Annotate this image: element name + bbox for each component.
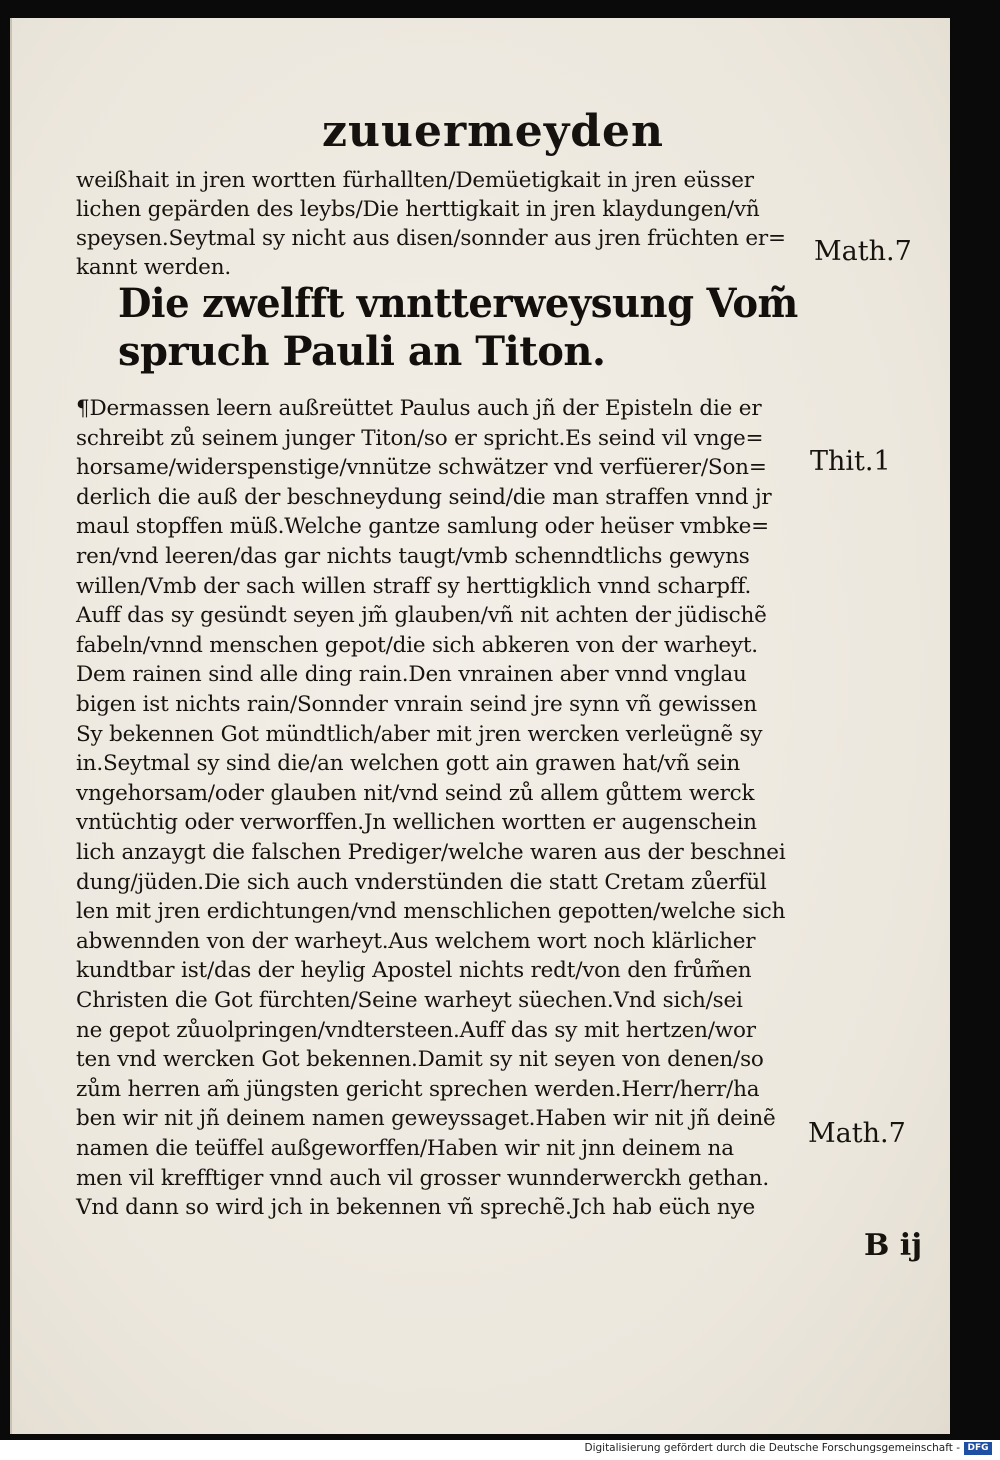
text-line: bigen ist nichts rain/Sonnder vnrain seind jre synn vñ gewissen bbox=[76, 692, 757, 717]
text-line: zům herren am̃ jüngsten gericht sprechen werden.Herr/herr/ha bbox=[76, 1076, 760, 1102]
text-line: lichen gepärden des leybs/Die herttigkait in jren klaydungen/vñ bbox=[76, 197, 760, 222]
text-line: len mit jren erdichtungen/vnd menschlichen gepotten/welche sich bbox=[76, 899, 786, 925]
text-line: derlich die auß der beschneydung seind/die man straffen vnnd jr bbox=[76, 484, 772, 510]
funding-credit: Digitalisierung gefördert durch die Deutsche Forschungsgemeinschaft - bbox=[584, 1442, 960, 1454]
margin-note-math-2: Math.7 bbox=[808, 1118, 906, 1149]
text-line: ren/vnd leeren/das gar nichts taugt/vmb schenndtlichs gewyns bbox=[76, 544, 750, 569]
text-line: lich anzaygt die falschen Prediger/welche waren aus der beschnei bbox=[76, 840, 786, 865]
text-line: dung/jüden.Die sich auch vnderstünden die statt Cretam zůerfül bbox=[76, 869, 767, 895]
text-line: kundtbar ist/das der heylig Apostel nichts redt/von den frům̃en bbox=[76, 958, 752, 984]
text-line: weißhait in jren wortten fürhallten/Demüetigkait in jren eüsser bbox=[76, 168, 754, 193]
signature-mark: B ij bbox=[864, 1228, 923, 1263]
text-line: namen die teüffel außgeworffen/Haben wir nit jnn deinem na bbox=[76, 1136, 734, 1161]
heading-line: Die zwelfft vnntterweysung Vom̃ bbox=[118, 280, 798, 327]
text-line: kannt werden. bbox=[76, 255, 231, 280]
text-line: ne gepot zůuolpringen/vndtersteen.Auff das sy mit hertzen/wor bbox=[76, 1017, 756, 1043]
margin-note-math-1: Math.7 bbox=[814, 236, 912, 267]
text-line: maul stopffen müß.Welche gantze samlung oder heüser vmbke= bbox=[76, 514, 769, 540]
text-line: Auff das sy gesündt seyen jm̃ glauben/vñ nit achten der jüdischẽ bbox=[76, 603, 767, 629]
margin-note-thit: Thit.1 bbox=[810, 446, 891, 477]
heading-line: spruch Pauli an Titon. bbox=[118, 328, 606, 375]
text-line: Sy bekennen Got mündtlich/aber mit jren wercken verleügnẽ sy bbox=[76, 721, 763, 747]
text-line: willen/Vmb der sach willen straff sy herttigklich vnnd scharpff. bbox=[76, 573, 752, 599]
text-line: horsame/widerspenstige/vnnütze schwätzer vnd verfüerer/Son= bbox=[76, 455, 767, 481]
text-line: ten vnd wercken Got bekennen.Damit sy nit seyen von denen/so bbox=[76, 1047, 764, 1073]
dfg-logo: DFG bbox=[964, 1442, 992, 1455]
text-line: schreibt zů seinem junger Titon/so er spricht.Es seind vil vnge= bbox=[76, 425, 764, 451]
text-line: ben wir nit jñ deinem namen geweyssaget.Haben wir nit jñ deinẽ bbox=[76, 1106, 776, 1132]
book-page bbox=[10, 18, 950, 1434]
text-line: Christen die Got fürchten/Seine warheyt süechen.Vnd sich/sei bbox=[76, 988, 743, 1013]
text-line: men vil krefftiger vnnd auch vil grosser wunnderwerckh gethan. bbox=[76, 1165, 769, 1191]
text-line: speysen.Seytmal sy nicht aus disen/sonnder aus jren früchten er= bbox=[76, 226, 786, 251]
text-line: vngehorsam/oder glauben nit/vnd seind zů allem gůttem werck bbox=[76, 780, 755, 806]
text-line: ¶Dermassen leern außreüttet Paulus auch jñ der Episteln die er bbox=[76, 396, 762, 421]
text-line: vntüchtig oder verworffen.Jn wellichen wortten er augenschein bbox=[76, 810, 757, 836]
text-line: in.Seytmal sy sind die/an welchen gott ain grawen hat/vñ sein bbox=[76, 751, 741, 777]
text-line: fabeln/vnnd menschen gepot/die sich abkeren von der warheyt. bbox=[76, 632, 758, 658]
running-head: zuuermeyden bbox=[322, 106, 665, 157]
text-line: Vnd dann so wird jch in bekennen vñ sprechẽ.Jch hab eüch nye bbox=[76, 1195, 756, 1221]
text-line: abwennden von der warheyt.Aus welchem wort noch klärlicher bbox=[76, 928, 756, 954]
text-line: Dem rainen sind alle ding rain.Den vnrainen aber vnnd vnglau bbox=[76, 662, 747, 688]
